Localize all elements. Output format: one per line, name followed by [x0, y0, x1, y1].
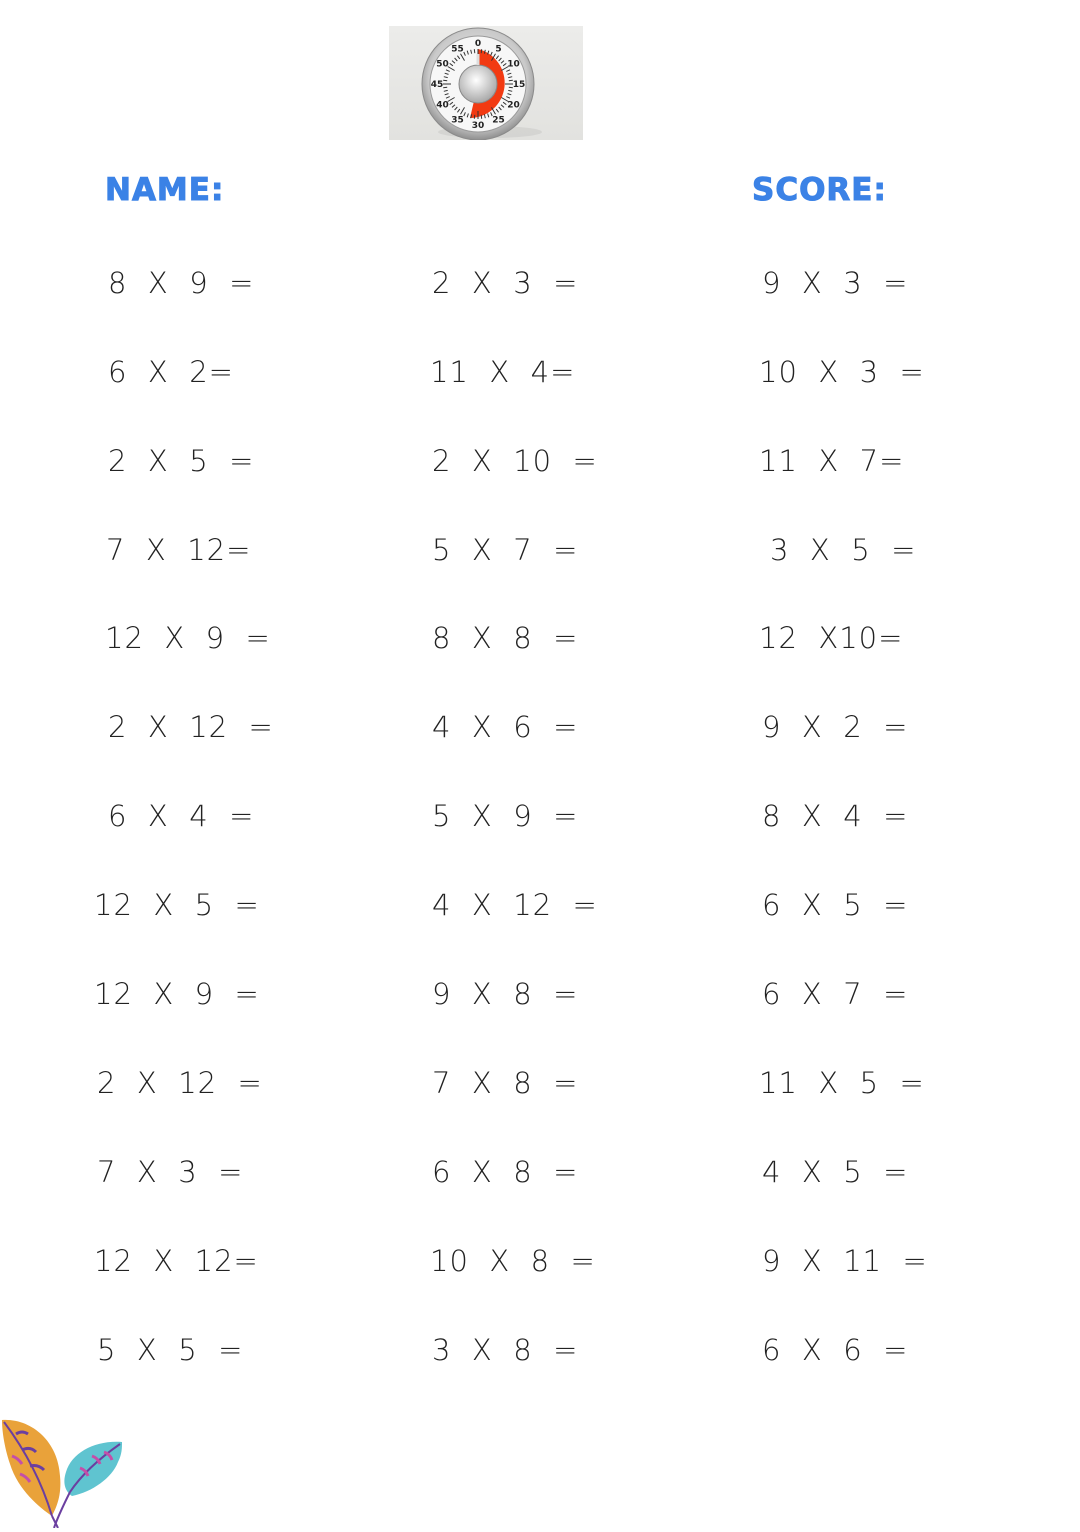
- dial-number: 20: [507, 100, 520, 111]
- score-label: SCORE:: [752, 172, 887, 208]
- problem: 4 X 12 =: [432, 888, 598, 922]
- leaves-icon: [0, 1412, 130, 1528]
- name-label: NAME:: [105, 172, 225, 208]
- problem: 9 X 11 =: [762, 1244, 928, 1278]
- problem: 6 X 5 =: [762, 888, 909, 922]
- kitchen-timer-icon: [389, 26, 583, 140]
- problem: 3 X 8 =: [432, 1333, 579, 1367]
- dial-number: 35: [451, 115, 464, 126]
- problem: 3 X 5 =: [770, 533, 917, 567]
- problem: 6 X 6 =: [762, 1333, 909, 1367]
- problem: 2 X 3 =: [432, 266, 579, 300]
- problem: 7 X 12=: [106, 533, 252, 567]
- problem: 6 X 7 =: [762, 977, 909, 1011]
- problem: 12 X10=: [759, 621, 904, 655]
- problem: 7 X 8 =: [432, 1066, 579, 1100]
- problem: 5 X 7 =: [432, 533, 579, 567]
- problem: 8 X 8 =: [432, 621, 579, 655]
- problem: 12 X 5 =: [94, 888, 260, 922]
- problem: 12 X 12=: [94, 1244, 259, 1278]
- dial-number: 10: [507, 59, 520, 70]
- problem: 6 X 8 =: [432, 1155, 579, 1189]
- dial-tick: [443, 80, 447, 81]
- problem: 10 X 3 =: [759, 355, 925, 389]
- dial-tick: [443, 87, 447, 88]
- problem: 5 X 5 =: [97, 1333, 244, 1367]
- problem: 12 X 9 =: [105, 621, 271, 655]
- dial-number: 0: [474, 39, 482, 49]
- dial-number: 30: [471, 121, 485, 131]
- problem: 5 X 9 =: [432, 799, 579, 833]
- problem: 2 X 12 =: [108, 710, 274, 744]
- dial-number: 5: [495, 44, 502, 55]
- dial-number: 15: [512, 80, 526, 90]
- dial-number: 45: [430, 80, 444, 90]
- problem: 4 X 6 =: [432, 710, 579, 744]
- problem: 9 X 8 =: [432, 977, 579, 1011]
- dial-number: 25: [492, 115, 505, 126]
- problem: 6 X 2=: [108, 355, 234, 389]
- problem: 2 X 5 =: [108, 444, 255, 478]
- dial-number: 50: [436, 59, 449, 70]
- dial-number: 55: [451, 44, 464, 55]
- problem: 8 X 4 =: [762, 799, 909, 833]
- dial-tick: [474, 49, 475, 53]
- dial-number: 40: [436, 100, 449, 111]
- problem: 6 X 4 =: [108, 799, 255, 833]
- problem: 2 X 12 =: [97, 1066, 263, 1100]
- problem: 4 X 5 =: [762, 1155, 909, 1189]
- problem: 10 X 8 =: [430, 1244, 596, 1278]
- timer-image: [389, 26, 583, 140]
- dial-tick: [481, 115, 482, 119]
- problem: 7 X 3 =: [97, 1155, 244, 1189]
- problem: 2 X 10 =: [432, 444, 598, 478]
- problem: 8 X 9 =: [108, 266, 255, 300]
- dial-tick: [474, 115, 475, 119]
- problem: 11 X 7=: [759, 444, 905, 478]
- problem: 9 X 2 =: [762, 710, 909, 744]
- problem: 9 X 3 =: [762, 266, 909, 300]
- problem: 11 X 5 =: [759, 1066, 925, 1100]
- problem: 11 X 4=: [430, 355, 576, 389]
- problem: 12 X 9 =: [94, 977, 260, 1011]
- dial-tick: [481, 49, 482, 53]
- leaves-decoration: [0, 1412, 130, 1528]
